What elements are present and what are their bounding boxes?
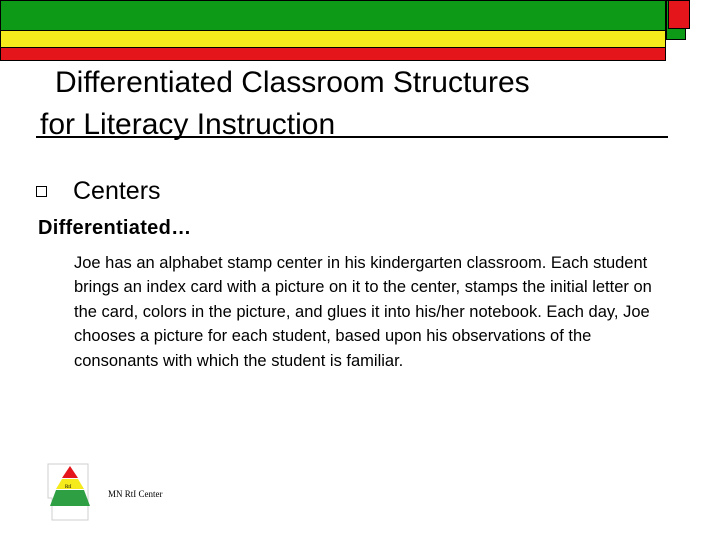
bullet-item [36, 173, 161, 209]
header-green-bar [0, 0, 666, 31]
logo-text: RtI [65, 485, 72, 490]
title-underline [36, 136, 668, 138]
corner-red-square [668, 0, 690, 29]
slide-title [40, 62, 660, 146]
header-red-bar [0, 47, 666, 61]
bullet-text: Centers [73, 176, 161, 205]
subheading: Differentiated… [38, 217, 192, 239]
footer-label: MN RtI Center [108, 489, 163, 499]
header-yellow-bar [0, 30, 666, 48]
slide-title-line-1: Differentiated Classroom Structures [55, 66, 530, 99]
slide-title-line-2: for Literacy Instruction [40, 108, 336, 141]
body-paragraph: Joe has an alphabet stamp center in his kindergarten classroom. Each student brings an index card with a picture on it to the center, stamps the initial letter on the card, colors in the picture, and glues it into his/her notebook. Each day, Joe chooses a picture for each student, based upon his observations of the consonants with which the student is familiar. [74, 254, 652, 370]
mn-rti-logo-icon [46, 462, 90, 522]
hollow-square-bullet-icon [36, 186, 47, 197]
